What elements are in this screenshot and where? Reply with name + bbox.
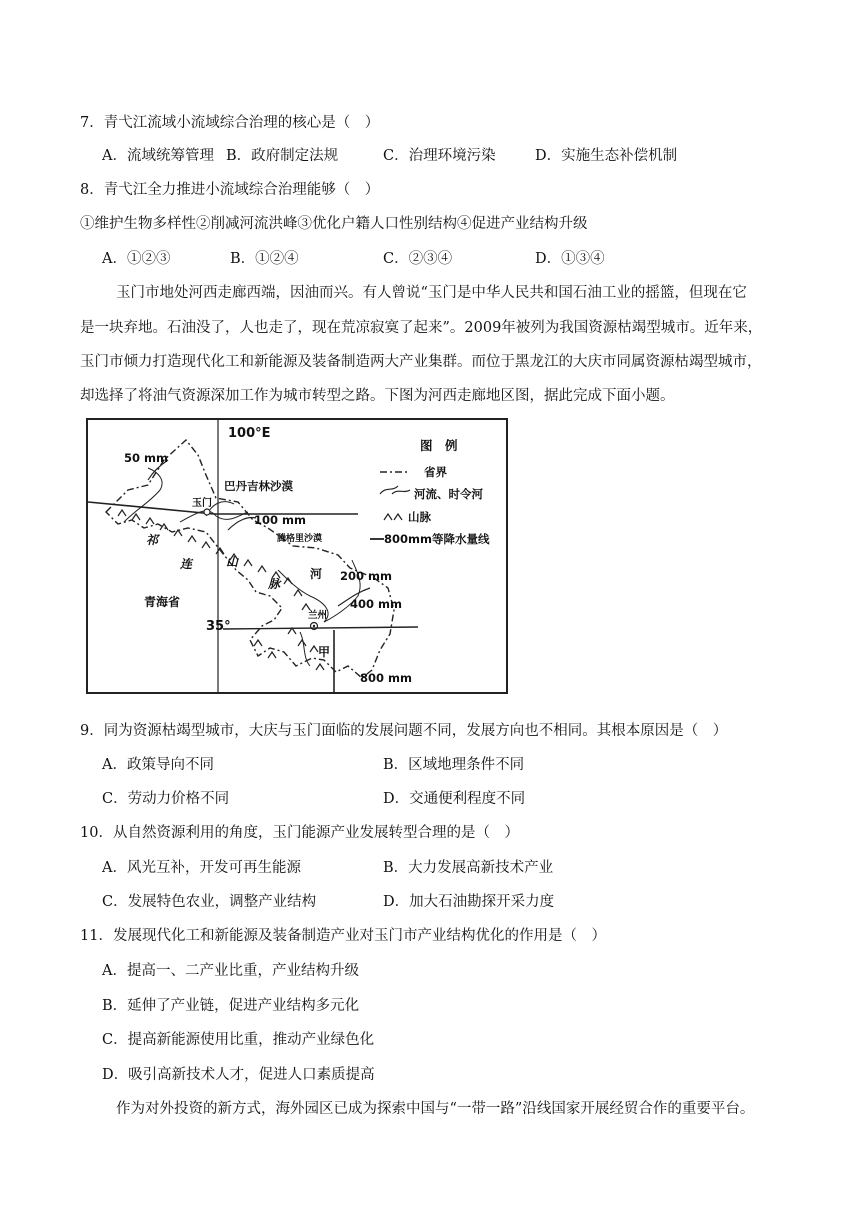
passage-2: 作为对外投资的新方式，海外园区已成为探索中国与“一带一路”沿线国家开展经贸合作的重要平台。 bbox=[116, 1101, 755, 1117]
legend-river: 河流、时令河 bbox=[414, 487, 483, 501]
question-8-stem: 8．青弋江全力推进小流域综合治理能够（ ） bbox=[80, 182, 380, 198]
q11-option-d: D．吸引高新技术人才，促进人口素质提高 bbox=[102, 1067, 375, 1083]
passage-line-3: 玉门市倾力打造现代化工和新能源及装备制造两大产业集群。而位于黑龙江的大庆市同属资源枯竭型城市， bbox=[80, 354, 762, 370]
legend-title: 图 例 bbox=[420, 438, 458, 453]
q7-option-d: D．实施生态补偿机制 bbox=[535, 148, 678, 164]
label-tengger-desert: 腾格里沙漠 bbox=[277, 534, 323, 544]
question-8-statements: ①维护生物多样性②削减河流洪峰③优化户籍人口性别结构④促进产业结构升级 bbox=[80, 216, 588, 232]
q11-option-b: B．延伸了产业链，促进产业结构多元化 bbox=[102, 998, 360, 1014]
isohyet-label-200: 200 mm bbox=[340, 569, 392, 583]
q9-option-b: B．区域地理条件不同 bbox=[383, 757, 525, 773]
lat-label: 35° bbox=[206, 619, 231, 634]
q8-option-c: C．②③④ bbox=[383, 251, 453, 267]
q9-option-d: D．交通便利程度不同 bbox=[383, 791, 526, 807]
province-boundary bbox=[106, 440, 394, 678]
yumen-marker bbox=[204, 509, 210, 515]
lon-label: 100°E bbox=[228, 426, 271, 441]
map-svg bbox=[88, 420, 506, 692]
question-10-stem: 10．从自然资源利用的角度，玉门能源产业发展转型合理的是（ ） bbox=[80, 825, 519, 841]
label-lian: 连 bbox=[180, 557, 193, 571]
q10-option-c: C．发展特色农业，调整产业结构 bbox=[102, 894, 317, 910]
isohyet-label-50: 50 mm bbox=[124, 451, 168, 465]
q11-option-a: A．提高一、二产业比重，产业结构升级 bbox=[102, 963, 359, 979]
question-7-stem: 7．青弋江流域小流域综合治理的核心是（ ） bbox=[80, 115, 380, 131]
legend-boundary: 省界 bbox=[424, 465, 447, 479]
q11-option-c: C．提高新能源使用比重，推动产业绿色化 bbox=[102, 1032, 375, 1048]
q7-option-a: A．流域统筹管理 bbox=[102, 148, 214, 164]
question-11-stem: 11．发展现代化工和新能源及装备制造产业对玉门市产业结构优化的作用是（ ） bbox=[80, 928, 606, 944]
legend-river-symbol bbox=[380, 486, 410, 494]
hexi-corridor-map bbox=[86, 418, 508, 694]
label-shan: 山 bbox=[226, 555, 239, 569]
legend-mountain: 山脉 bbox=[408, 510, 431, 524]
label-he: 河 bbox=[310, 567, 323, 581]
passage-line-4: 却选择了将油气资源深加工作为城市转型之路。下图为河西走廊地区图，据此完成下面小题。 bbox=[80, 388, 675, 404]
label-qinghai: 青海省 bbox=[144, 595, 181, 609]
q7-option-c: C．治理环境污染 bbox=[383, 148, 496, 164]
isohyet-label-800: 800 mm bbox=[360, 671, 412, 685]
lanzhou-marker-dot bbox=[313, 625, 315, 627]
legend-isohyet: 800mm等降水量线 bbox=[384, 532, 490, 546]
isohyet-label-400: 400 mm bbox=[350, 597, 402, 611]
label-qi: 祁 bbox=[146, 533, 159, 547]
legend-mountain-symbol bbox=[384, 514, 402, 520]
q8-option-d: D．①③④ bbox=[535, 251, 605, 267]
q10-option-a: A．风光互补，开发可再生能源 bbox=[102, 860, 301, 876]
question-9-stem: 9．同为资源枯竭型城市，大庆与玉门面临的发展问题不同，发展方向也不相同。其根本原因是（ ） bbox=[80, 723, 728, 739]
q9-option-c: C．劳动力价格不同 bbox=[102, 791, 230, 807]
label-yumen: 玉门 bbox=[192, 498, 212, 509]
q7-option-b: B．政府制定法规 bbox=[226, 148, 339, 164]
parallel-35n bbox=[223, 627, 418, 629]
label-badain-jaran-desert: 巴丹吉林沙漠 bbox=[224, 479, 293, 493]
q10-option-d: D．加大石油勘探开采力度 bbox=[383, 894, 555, 910]
passage-line-1: 玉门市地处河西走廊西端，因油而兴。有人曾说“玉门是中华人民共和国石油工业的摇篮，但现在它 bbox=[116, 285, 747, 301]
q9-option-a: A．政策导向不同 bbox=[102, 757, 214, 773]
q8-option-b: B．①②④ bbox=[230, 251, 299, 267]
passage-line-2: 是一块弃地。石油没了，人也走了，现在荒凉寂寞了起来”。2009年被列为我国资源枯竭型城市。近年来， bbox=[80, 320, 763, 336]
river-1 bbox=[124, 468, 162, 522]
label-mai: 脉 bbox=[268, 577, 281, 591]
label-jia: 甲 bbox=[318, 645, 331, 659]
label-lanzhou: 兰州 bbox=[308, 610, 328, 621]
q8-option-a: A．①②③ bbox=[102, 251, 171, 267]
q10-option-b: B．大力发展高新技术产业 bbox=[383, 860, 554, 876]
isohyet-label-100: 100 mm bbox=[254, 513, 306, 527]
